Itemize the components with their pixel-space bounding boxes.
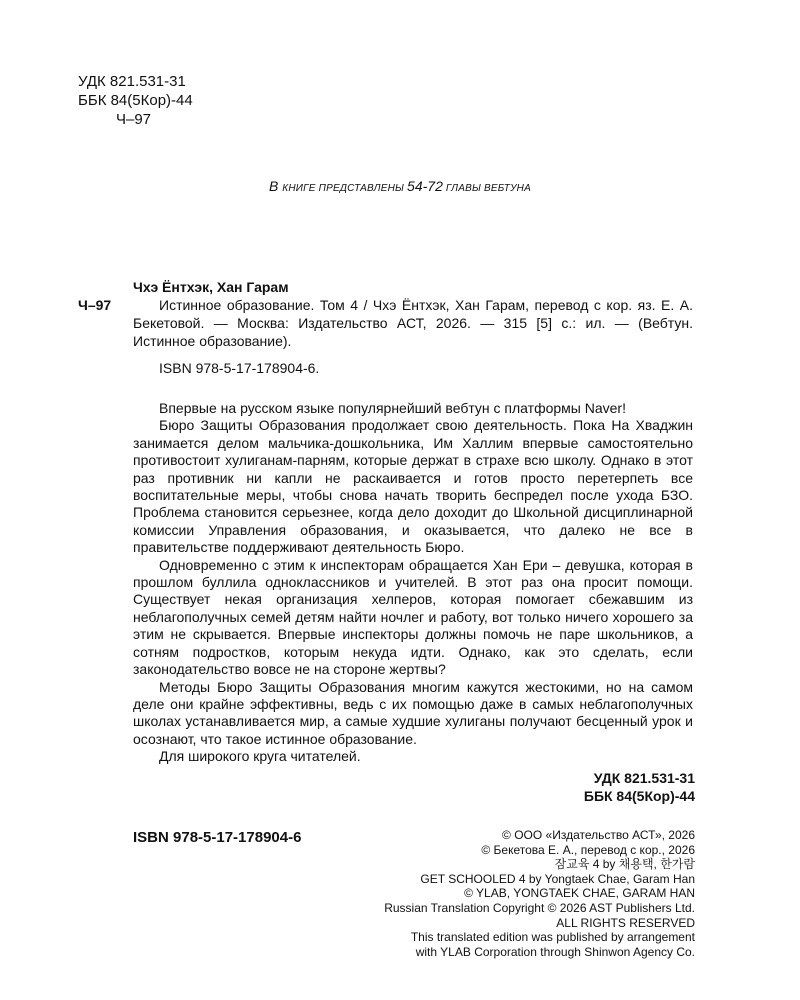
intro-part2: ГЛАВЫ ВЕБТУНА	[442, 183, 531, 194]
copyright-line: © ООО «Издательство АСТ», 2026	[502, 828, 695, 842]
copyright-line: GET SCHOOLED 4 by Yongtaek Chae, Garam Han	[420, 871, 695, 886]
footer-bbk: ББК 84(5Кор)-44	[583, 788, 695, 804]
intro-prefix: В	[269, 178, 283, 194]
footer-codes	[584, 769, 695, 805]
authors-heading: Чхэ Ёнтхэк, Хан Гарам	[133, 279, 289, 295]
annotation	[133, 400, 693, 766]
intro-range: 54-72	[407, 178, 443, 194]
annotation-paragraph: Методы Бюро Защиты Образования многим кажутся жестокими, но на самом деле они крайне эффективны, ведь с их помощью даже в самых неблагополучных школах устанавливается мир, а самые худшие хулиганы получают бесценный урок и осознают, что такое истинное образование.	[133, 678, 693, 747]
copyright-line: Russian Translation Copyright © 2026 AST Publishers Ltd.	[384, 900, 695, 915]
annotation-paragraph: Бюро Защиты Образования продолжает свою деятельность. Пока На Хваджин занимается делом мальчика-дошкольника, Им Халлим впервые самостоятельно противостоит хулиганам-парням, которые держат в страхе всю школу. Однако в этот раз противник ни капли не раскаивается и готов просто перетерпеть все воспитательные меры, чтобы снова начать творить беспредел после ухода БЗО. Проблема становится серьезнее, когда дело доходит до Школьной дисциплинарной комиссии Управления образования, и оказывается, что далеко не все в правительстве поддерживают деятельность Бюро.	[133, 417, 693, 556]
intro-note	[0, 178, 800, 194]
bbk-code: ББК 84(5Кор)-44	[78, 92, 193, 109]
intro-part1: КНИГЕ ПРЕДСТАВЛЕНЫ	[282, 183, 408, 194]
annotation-paragraph: Одновременно с этим к инспекторам обращается Хан Ери – девушка, которая в прошлом буллила одноклассников и учителей. В этот раз она просит помощи. Существует некая организация хелперов, которая помогает сбежавшим из неблагополучных семей детям найти ночлег и работу, вот только ничего хорошего за этим не скрывается. Впервые инспекторы должны помочь не паре школьников, а сотням подростков, которым некуда идти. Однако, как это сделать, если законодательство вовсе не на стороне жертвы?	[133, 556, 693, 678]
footer-isbn: ISBN 978-5-17-178904-6	[133, 829, 302, 846]
bibliographic-text: Истинное образование. Том 4 / Чхэ Ёнтхэк, Хан Гарам, перевод с кор. яз. Е. А. Бекетовой. — Москва: Издательство АСТ, 2026. — 315 [5] с.: ил. — (Вебтун. Истинное образование).	[133, 297, 693, 349]
copyright-line: © Бекетова Е. А., перевод с кор., 2026	[481, 842, 695, 857]
copyright-line: 잠교육 4 by 채용택, 한가람	[554, 857, 695, 872]
cutter-code: Ч–97	[116, 111, 152, 128]
isbn-entry: ISBN 978-5-17-178904-6.	[159, 360, 320, 376]
cutter-mark: Ч–97	[78, 297, 112, 313]
annotation-paragraph: Впервые на русском языке популярнейший вебтун с платформы Naver!	[159, 400, 626, 416]
bibliographic-entry	[133, 296, 693, 350]
copyright-line: © YLAB, YONGTAEK CHAE, GARAM HAN	[464, 886, 695, 901]
annotation-paragraph: Для широкого круга читателей.	[159, 748, 361, 765]
copyright-line: This translated edition was published by arrangement	[410, 930, 695, 945]
copyright-line: ALL RIGHTS RESERVED	[556, 915, 695, 930]
udk-code: УДК 821.531-31	[78, 73, 186, 90]
copyright-line: with YLAB Corporation through Shinwon Agency Co.	[415, 944, 695, 959]
footer-udk: УДК 821.531-31	[593, 770, 695, 786]
header-codes	[78, 72, 193, 129]
copyright-block	[384, 828, 695, 959]
